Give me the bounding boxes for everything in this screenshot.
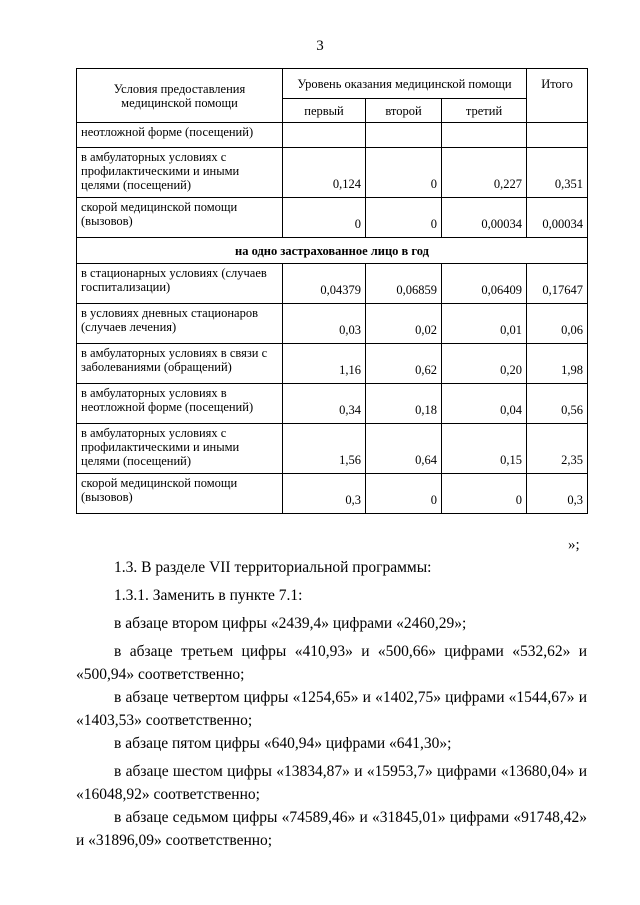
cell-first: 0	[283, 198, 366, 238]
cell-third	[442, 123, 527, 148]
table-row	[77, 198, 588, 238]
quote-end: »;	[568, 537, 580, 553]
table-row	[77, 384, 588, 424]
header-total: Итого	[527, 69, 588, 123]
cell-total: 1,98	[527, 344, 588, 384]
cell-third: 0,20	[442, 344, 527, 384]
paragraph: в абзаце пятом цифры «640,94» цифрами «641,30»;	[114, 735, 452, 752]
table-row	[77, 474, 588, 514]
cell-first: 0,34	[283, 384, 366, 424]
cell-third: 0,01	[442, 304, 527, 344]
paragraph: в абзаце четвертом цифры «1254,65» и «1402,75» цифрами «1544,67» и «1403,53» соответственно;	[76, 689, 587, 729]
cell-total: 0,351	[527, 148, 588, 198]
table-row	[77, 344, 588, 384]
cell-second: 0	[366, 198, 442, 238]
section-row	[77, 238, 588, 264]
cell-first: 0,03	[283, 304, 366, 344]
header-third: третий	[442, 99, 527, 123]
cell-second: 0,64	[366, 424, 442, 474]
cell-second: 0,06859	[366, 264, 442, 304]
table-body	[77, 123, 588, 514]
cell-first: 1,16	[283, 344, 366, 384]
table-row	[77, 148, 588, 198]
header-level: Уровень оказания медицинской помощи	[283, 69, 527, 99]
cell-third: 0,04	[442, 384, 527, 424]
cell-total: 0,56	[527, 384, 588, 424]
paragraph: в абзаце втором цифры «2439,4» цифрами «2460,29»;	[114, 615, 467, 632]
table-row	[77, 264, 588, 304]
cell-total: 0,17647	[527, 264, 588, 304]
row-label: в амбулаторных условиях в неотложной форме (посещений)	[77, 384, 283, 424]
cell-total	[527, 123, 588, 148]
table-row	[77, 123, 588, 148]
section-label: на одно застрахованное лицо в год	[77, 238, 588, 264]
row-label: неотложной форме (посещений)	[77, 123, 283, 148]
row-label: в условиях дневных стационаров (случаев лечения)	[77, 304, 283, 344]
cell-total: 0,3	[527, 474, 588, 514]
paragraph: 1.3.1. Заменить в пункте 7.1:	[114, 587, 303, 604]
header-first: первый	[283, 99, 366, 123]
cell-third: 0,00034	[442, 198, 527, 238]
cell-total: 0,06	[527, 304, 588, 344]
cell-first: 0,04379	[283, 264, 366, 304]
row-label: в амбулаторных условиях с профилактическими и иными целями (посещений)	[77, 148, 283, 198]
header-second: второй	[366, 99, 442, 123]
cell-third: 0	[442, 474, 527, 514]
cell-second: 0,62	[366, 344, 442, 384]
table-row	[77, 424, 588, 474]
cell-total: 0,00034	[527, 198, 588, 238]
cell-first: 0,124	[283, 148, 366, 198]
medical-care-table	[76, 68, 588, 514]
cell-first: 1,56	[283, 424, 366, 474]
cell-second	[366, 123, 442, 148]
cell-first: 0,3	[283, 474, 366, 514]
row-label: в стационарных условиях (случаев госпитализации)	[77, 264, 283, 304]
table-row	[77, 304, 588, 344]
cell-second: 0,18	[366, 384, 442, 424]
row-label: в амбулаторных условиях в связи с заболеваниями (обращений)	[77, 344, 283, 384]
cell-second: 0	[366, 474, 442, 514]
cell-third: 0,227	[442, 148, 527, 198]
cell-first	[283, 123, 366, 148]
cell-third: 0,15	[442, 424, 527, 474]
row-label: скорой медицинской помощи (вызовов)	[77, 474, 283, 514]
row-label: скорой медицинской помощи (вызовов)	[77, 198, 283, 238]
cell-second: 0	[366, 148, 442, 198]
paragraph: 1.3. В разделе VII территориальной программы:	[114, 559, 432, 576]
header-conditions: Условия предоставления медицинской помощи	[77, 69, 283, 123]
cell-second: 0,02	[366, 304, 442, 344]
paragraph: в абзаце третьем цифры «410,93» и «500,66» цифрами «532,62» и «500,94» соответственно;	[76, 643, 587, 683]
cell-total: 2,35	[527, 424, 588, 474]
paragraph: в абзаце шестом цифры «13834,87» и «15953,7» цифрами «13680,04» и «16048,92» соответственно;	[76, 763, 587, 803]
row-label: в амбулаторных условиях с профилактическими и иными целями (посещений)	[77, 424, 283, 474]
paragraph: в абзаце седьмом цифры «74589,46» и «31845,01» цифрами «91748,42» и «31896,09» соответственно;	[76, 809, 587, 849]
page-number: 3	[316, 38, 324, 54]
cell-third: 0,06409	[442, 264, 527, 304]
